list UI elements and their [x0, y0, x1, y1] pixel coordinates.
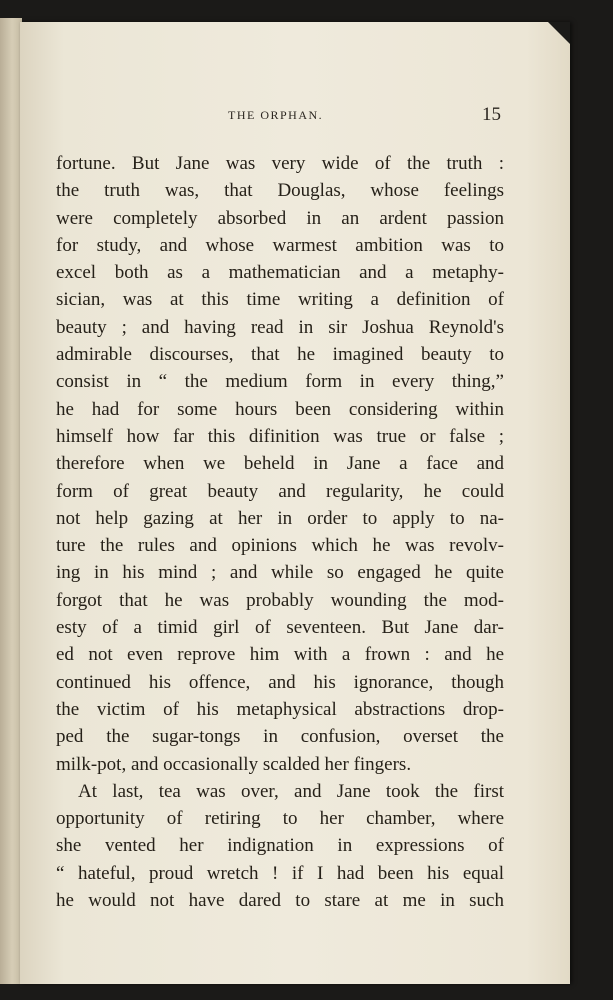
text-line: himself how far this difinition was true or false ;	[56, 425, 504, 447]
text-line: he had for some hours been considering within	[56, 398, 504, 420]
text-line: consist in “ the medium form in every thing,”	[56, 371, 504, 393]
text-line: continued his offence, and his ignorance, though	[56, 671, 504, 693]
text-line: esty of a timid girl of seventeen. But Jane dar-	[56, 617, 504, 639]
text-line: not help gazing at her in order to apply to na-	[56, 507, 504, 529]
page-header	[20, 104, 570, 128]
text-line: At last, tea was over, and Jane took the first	[78, 780, 504, 802]
text-line: form of great beauty and regularity, he could	[56, 480, 504, 502]
text-line: she vented her indignation in expressions of	[56, 835, 504, 857]
text-line: therefore when we beheld in Jane a face and	[56, 453, 504, 475]
text-line: opportunity of retiring to her chamber, where	[56, 808, 504, 830]
previous-page-edge	[0, 18, 22, 984]
text-line: the truth was, that Douglas, whose feelings	[56, 180, 504, 202]
text-line: fortune. But Jane was very wide of the truth :	[56, 153, 504, 174]
body-text	[56, 150, 504, 914]
text-line: sician, was at this time writing a definition of	[56, 289, 504, 311]
text-line: the victim of his metaphysical abstractions drop-	[56, 698, 504, 720]
page-number: 15	[482, 104, 501, 125]
text-line: forgot that he was probably wounding the mod-	[56, 589, 504, 611]
text-line: ture the rules and opinions which he was revolv-	[56, 535, 504, 557]
text-line: ing in his mind ; and while so engaged he quite	[56, 562, 504, 584]
book-page	[20, 22, 570, 984]
text-line: “ hateful, proud wretch ! if I had been his equal	[56, 862, 504, 884]
text-line: he would not have dared to stare at me in such	[56, 890, 504, 912]
page-corner-fold	[548, 22, 570, 44]
text-line: milk-pot, and occasionally scalded her fingers.	[56, 753, 412, 775]
text-line: admirable discourses, that he imagined beauty to	[56, 344, 504, 366]
text-line: excel both as a mathematician and a metaphy-	[56, 262, 504, 284]
running-title: THE ORPHAN.	[228, 108, 324, 122]
text-line: ed not even reprove him with a frown : and he	[56, 644, 504, 666]
text-line: beauty ; and having read in sir Joshua Reynold's	[56, 316, 504, 338]
text-line: for study, and whose warmest ambition was to	[56, 234, 504, 256]
text-line: ped the sugar-tongs in confusion, overset the	[56, 726, 504, 748]
text-line: were completely absorbed in an ardent passion	[56, 207, 504, 229]
